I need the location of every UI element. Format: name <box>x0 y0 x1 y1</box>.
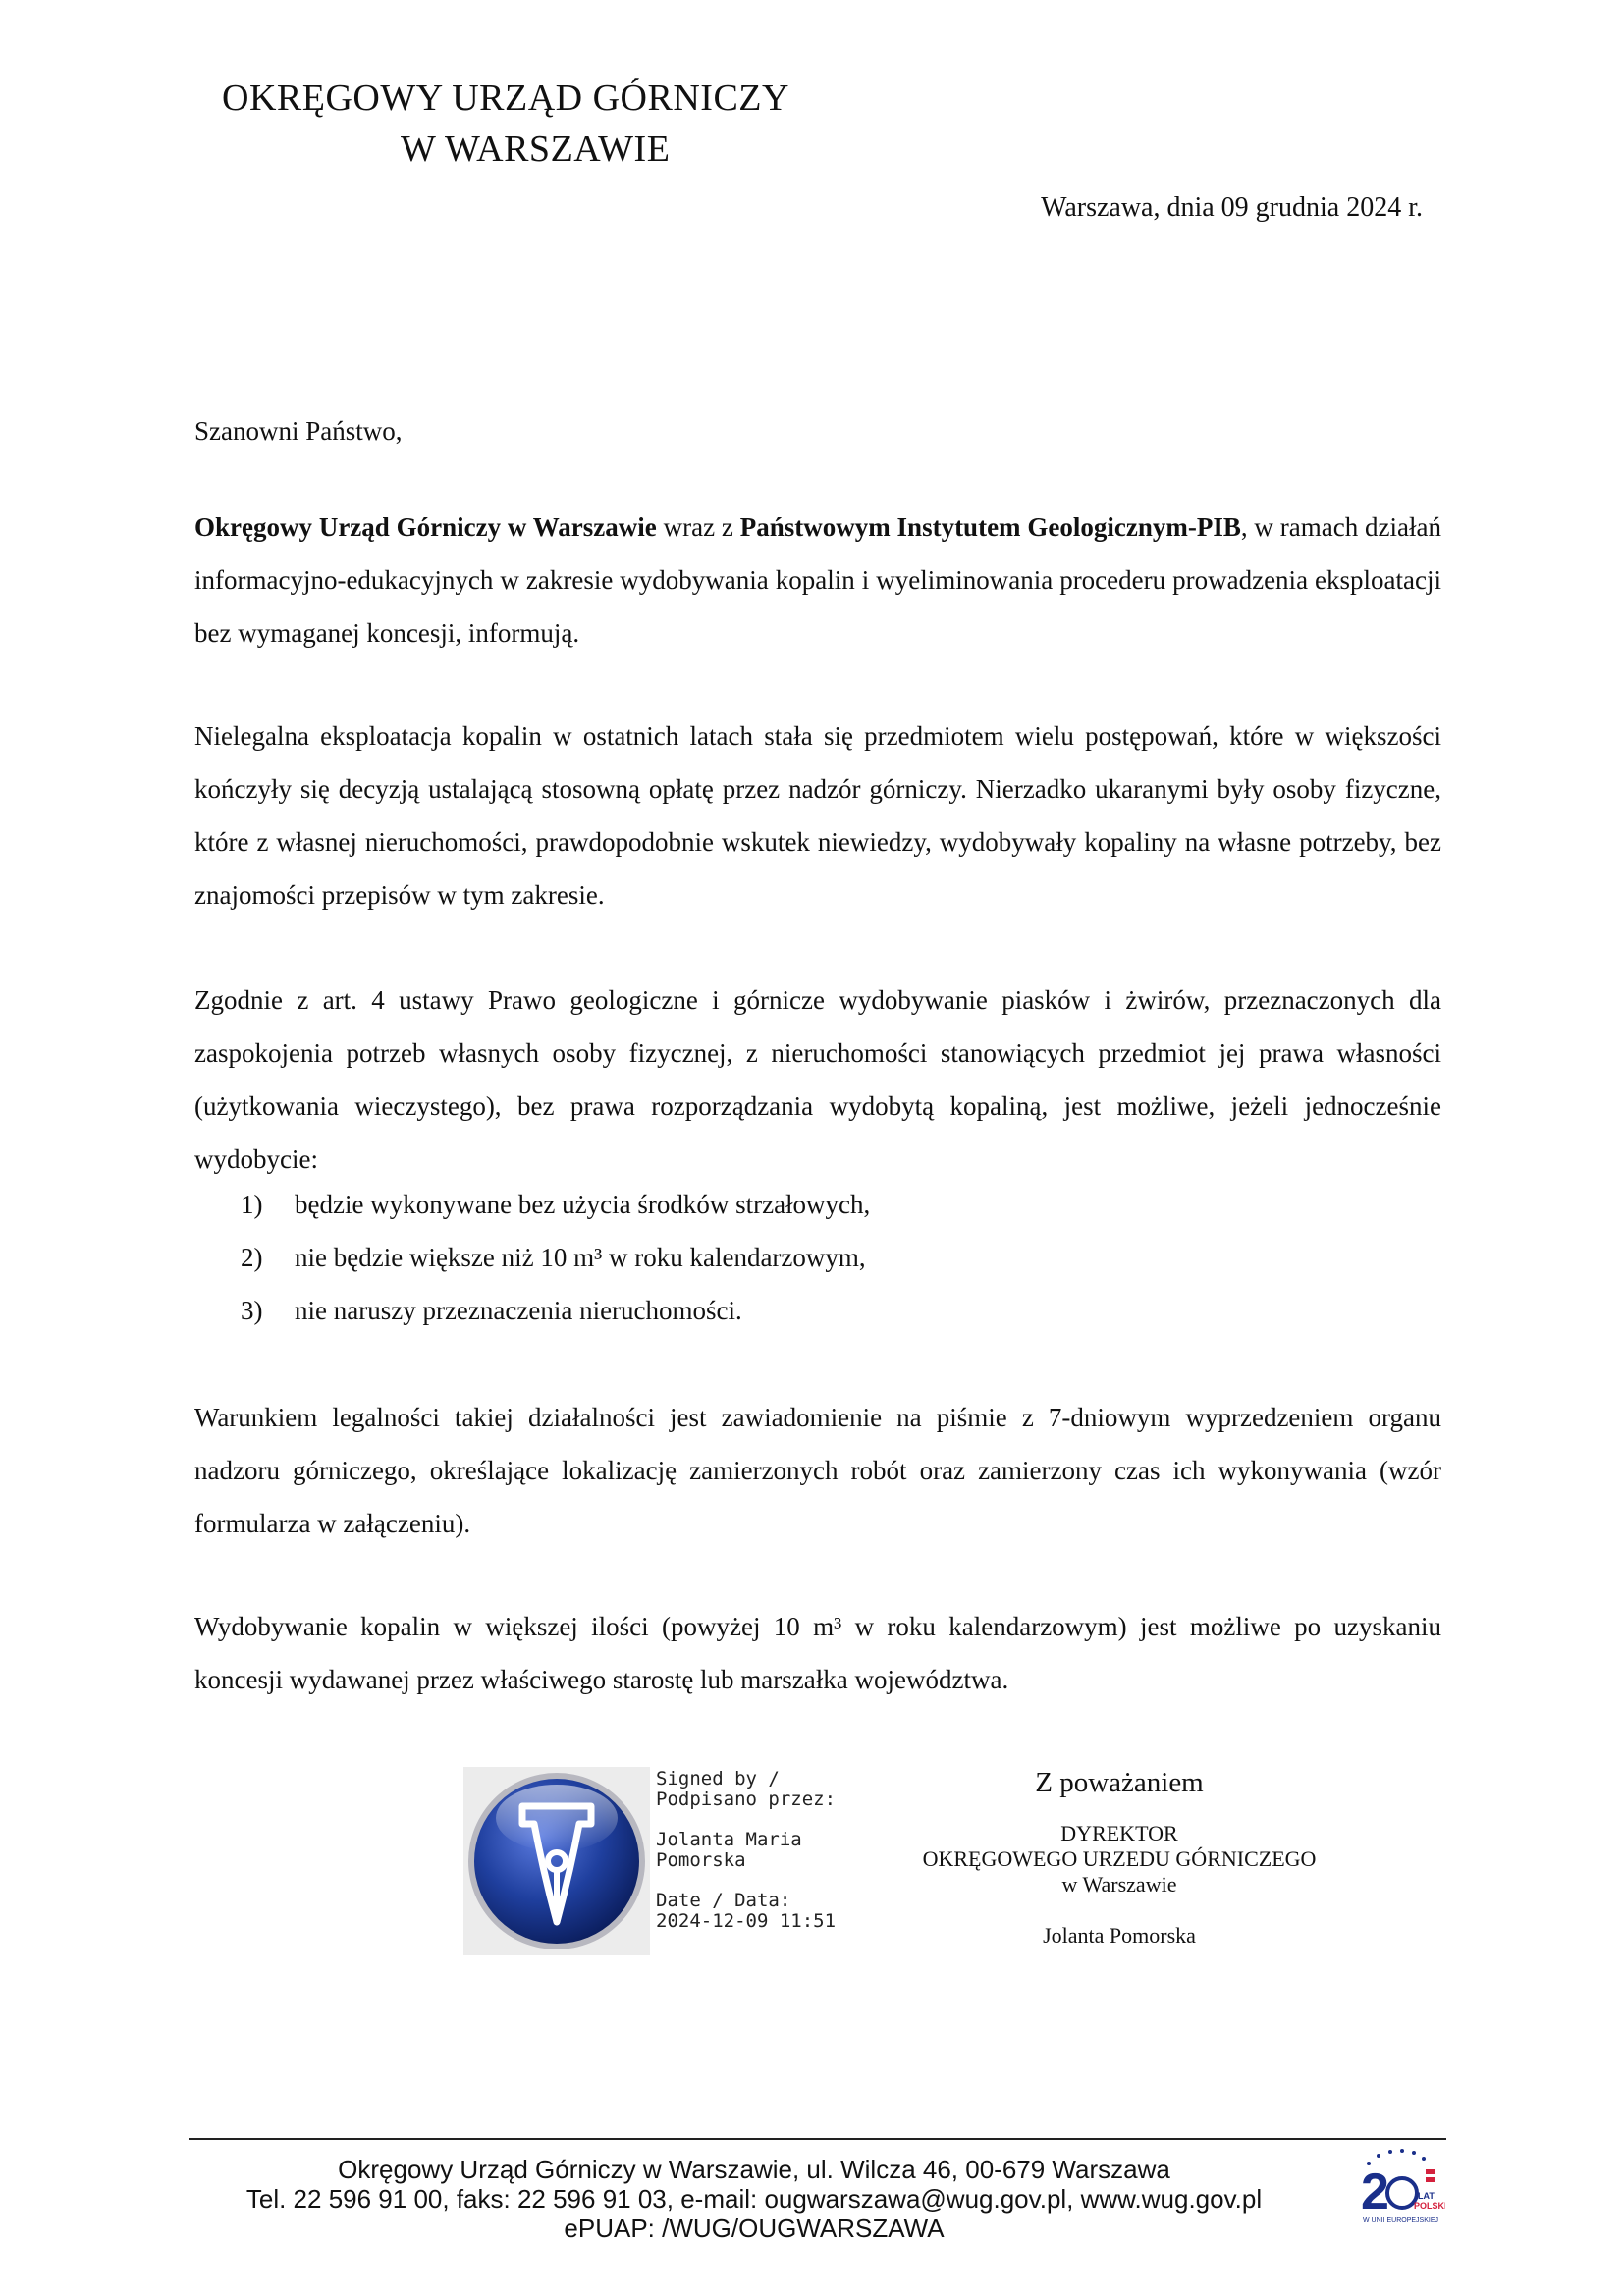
digital-signature-info: Signed by / Podpisano przez: Jolanta Maria Pomorska Date / Data: 2024-12-09 11:51 <box>656 1768 837 1932</box>
fountain-pen-nib-icon <box>463 1767 650 1955</box>
signer-name: Jolanta Maria <box>656 1829 802 1850</box>
institute-name-bold: Państwowym Instytutem Geologicznym-PIB <box>739 512 1241 542</box>
office-name-line2: W WARSZAWIE <box>401 129 671 170</box>
list-item: 3) nie naruszy przeznaczenia nieruchomości. <box>241 1296 742 1325</box>
closing-signature-block <box>884 1767 1355 1949</box>
svg-text:LAT: LAT <box>1418 2191 1435 2201</box>
paragraph-illegal-exploitation: Nielegalna eksploatacja kopalin w ostatnich latach stała się przedmiotem wielu postępowań, które w większości kończyły się decyzją ustalającą stosowną opłatę przez nadzór górniczy. Nierzadko ukaranymi były osoby fizyczne, które z własnej nieruchomości, prawdopodobnie wskutek niewiedzy, wydobywały kopaliny na własne potrzeby, bez znajomości przepisów w tym zakresie. <box>194 721 1441 910</box>
svg-text:2: 2 <box>1361 2163 1389 2220</box>
paragraph-intro: Okręgowy Urząd Górniczy w Warszawie wraz z Państwowym Instytutem Geologicznym-PIB, w ramach działań informacyjno-edukacyjnych w zakresie wydobywania kopalin i wyeliminowania procederu prowadzenia eksploatacji bez wymaganej koncesji, informują. <box>194 512 1441 648</box>
salutation: Szanowni Państwo, <box>194 416 403 446</box>
svg-text:W UNII EUROPEJSKIEJ: W UNII EUROPEJSKIEJ <box>1363 2217 1439 2224</box>
footer-phone-email: Tel. 22 596 91 00, faks: 22 596 91 03, e-mail: ougwarszawa@wug.gov.pl, www.wug.gov.pl <box>245 2184 1263 2214</box>
paragraph-legal-basis: Zgodnie z art. 4 ustawy Prawo geologiczne i górnicze wydobywanie piasków i żwirów, przeznaczonych dla zaspokojenia potrzeb własnych osoby fizycznej, z nieruchomości stanowiących przedmiot jej prawa własności (użytkowania wieczystego), bez prawa rozporządzania wydobytą kopaliną, jest możliwe, jeżeli jednocześnie wydobycie: <box>194 986 1441 1174</box>
list-item: 1) będzie wykonywane bez użycia środków strzałowych, <box>241 1190 871 1219</box>
paragraph-concession: Wydobywanie kopalin w większej ilości (powyżej 10 m³ w roku kalendarzowym) jest możliwe po uzyskaniu koncesji wydawanej przez właściwego starostę lub marszałka województwa. <box>194 1612 1441 1694</box>
signer-title: DYREKTOR <box>1060 1821 1178 1845</box>
footer-contact <box>189 2155 1319 2243</box>
signer-name-printed: Jolanta Pomorska <box>1043 1923 1196 1948</box>
list-item: 2) nie będzie większe niż 10 m³ w roku kalendarzowym, <box>241 1243 866 1272</box>
closing-regards: Z poważaniem <box>1035 1767 1204 1798</box>
svg-text:POLSKI: POLSKI <box>1414 2201 1445 2211</box>
footer-address: Okręgowy Urząd Górniczy w Warszawie, ul. Wilcza 46, 00-679 Warszawa <box>338 2155 1170 2184</box>
conditions-list <box>241 1178 1321 1337</box>
signer-office: OKRĘGOWEGO URZEDU GÓRNICZEGO <box>922 1846 1317 1871</box>
paragraph-notification: Warunkiem legalności takiej działalności jest zawiadomienie na piśmie z 7-dniowym wyprzedzeniem organu nadzoru górniczego, określające lokalizację zamierzonych robót oraz zamierzony czas ich wykonywania (wzór formularza w załączeniu). <box>194 1403 1441 1538</box>
footer-epuap: ePUAP: /WUG/OUGWARSZAWA <box>564 2214 945 2243</box>
office-name-line1: OKRĘGOWY URZĄD GÓRNICZY <box>222 78 789 119</box>
20-years-poland-in-eu-logo <box>1357 2148 1445 2240</box>
letter-date: Warszawa, dnia 09 grudnia 2024 r. <box>1041 192 1423 223</box>
footer-divider <box>189 2138 1446 2140</box>
signature-date: 2024-12-09 11:51 <box>656 1910 837 1932</box>
office-name-bold: Okręgowy Urząd Górniczy w Warszawie <box>194 512 657 542</box>
signer-city: w Warszawie <box>1061 1872 1177 1896</box>
